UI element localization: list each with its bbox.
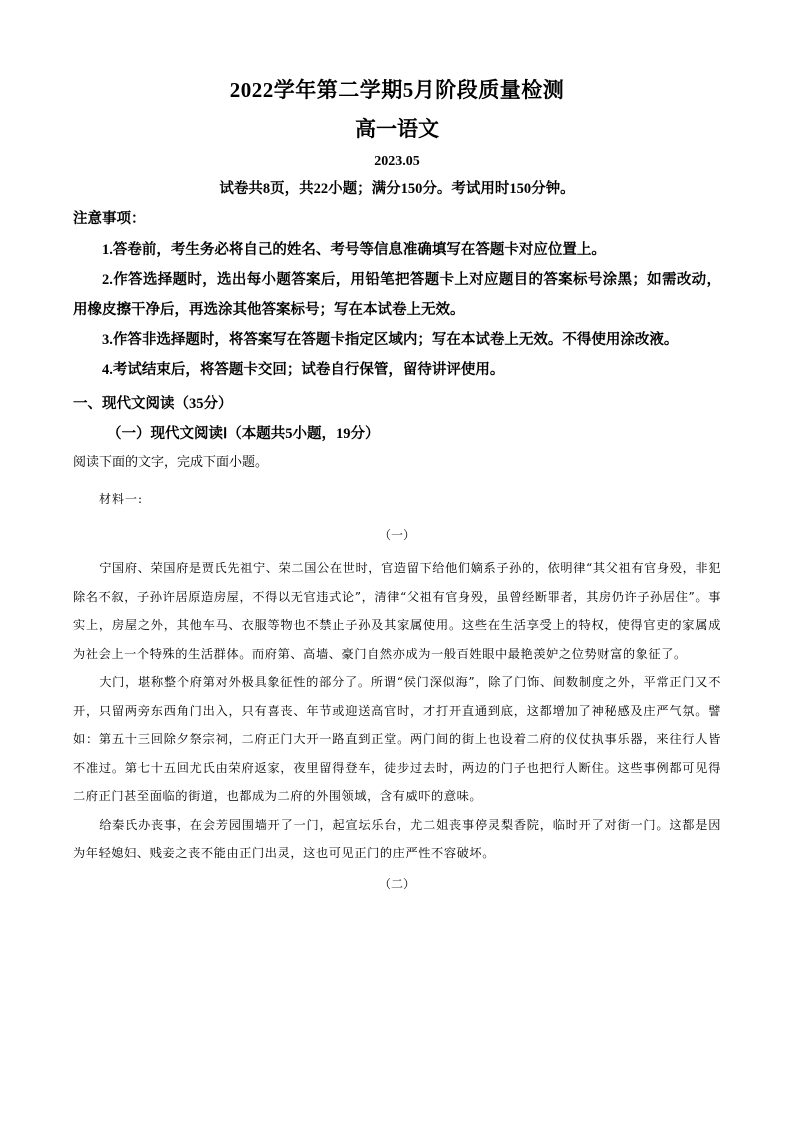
exam-date: 2023.05: [374, 154, 420, 169]
passage-paragraph: 给秦氏办丧事，在会芳园围墙开了一门，起宣坛乐台，尤二姐丧事停灵梨香院，临时开了对街一门。这都是因为年轻媳妇、贱妾之丧不能由正门出灵，这也可见正门的庄严性不容破坏。: [73, 817, 721, 860]
passage-paragraph: 宁国府、荣国府是贾氏先祖宁、荣二国公在世时，官造留下给他们嫡系子孙的，依明律“其父祖有官身殁，非犯除名不叙，子孙许居原造房屋，不得以无官违式论”，清律“父祖有官身殁，虽曾经断罪者，其房仍许子孙居住”。事实上，房屋之外，其他车马、衣服等物也不禁止子孙及其家属使用。这些在生活享受上的特权，使得官吏的家属成为社会上一个特殊的生活群体。而府第、高墙、豪门自然亦成为一般百姓眼中最艳羡妒之位势财富的象征了。: [73, 561, 721, 661]
notice-item: 4.考试结束后，将答题卡交回；试卷自行保管，留待讲评使用。: [102, 362, 505, 378]
exam-info: 试卷共8页，共22小题；满分150分。考试用时150分钟。: [219, 181, 575, 197]
notice-heading: 注意事项：: [73, 211, 146, 227]
exam-page: [73, 70, 721, 894]
notice-list: [73, 235, 721, 385]
notice-item: 2.作答选择题时，选出每小题答案后，用铅笔把答题卡上对应题目的答案标号涂黑；如需改动，用橡皮擦干净后，再选涂其他答案标号；写在本试卷上无效。: [73, 272, 721, 318]
subsection-heading: （一）现代文阅读Ⅰ（本题共5小题，19分）: [107, 426, 380, 442]
subject-title: 高一语文: [355, 117, 439, 141]
passage-paragraph: 大门，堪称整个府第对外极具象征性的部分了。所谓“侯门深似海”，除了门饰、间数制度之外，平常正门又不开，只留两旁东西角门出入，只有喜丧、年节或迎送高官时，才打开直通到底，这都增加了神秘感及庄严气氛。譬如：第五十三回除夕祭宗祠，二府正门大开一路直到正堂。两门间的街上也设着二府的仪仗执事乐器，来往行人皆不准过。第七十五回尤氏由荣府返家，夜里留得登车，徒步过去时，两边的门子也把行人断住。这些事例都可见得二府正门甚至面临的街道，也都成为二府的外围领域，含有威吓的意味。: [73, 675, 721, 803]
exam-title: 2022学年第二学期5月阶段质量检测: [229, 78, 565, 102]
part-label: （二）: [378, 876, 415, 891]
section-heading: 一、现代文阅读（35分）: [73, 396, 233, 412]
part-label: （一）: [378, 528, 415, 542]
reading-instruction: 阅读下面的文字，完成下面小题。: [73, 455, 269, 470]
notice-item: 3.作答非选择题时，将答案写在答题卡指定区域内；写在本试卷上无效。不得使用涂改液。: [102, 332, 679, 348]
passage-body: [73, 554, 721, 868]
notice-item: 1.答卷前，考生务必将自己的姓名、考号等信息准确填写在答题卡对应位置上。: [102, 242, 606, 258]
material-label: 材料一:: [99, 492, 144, 506]
